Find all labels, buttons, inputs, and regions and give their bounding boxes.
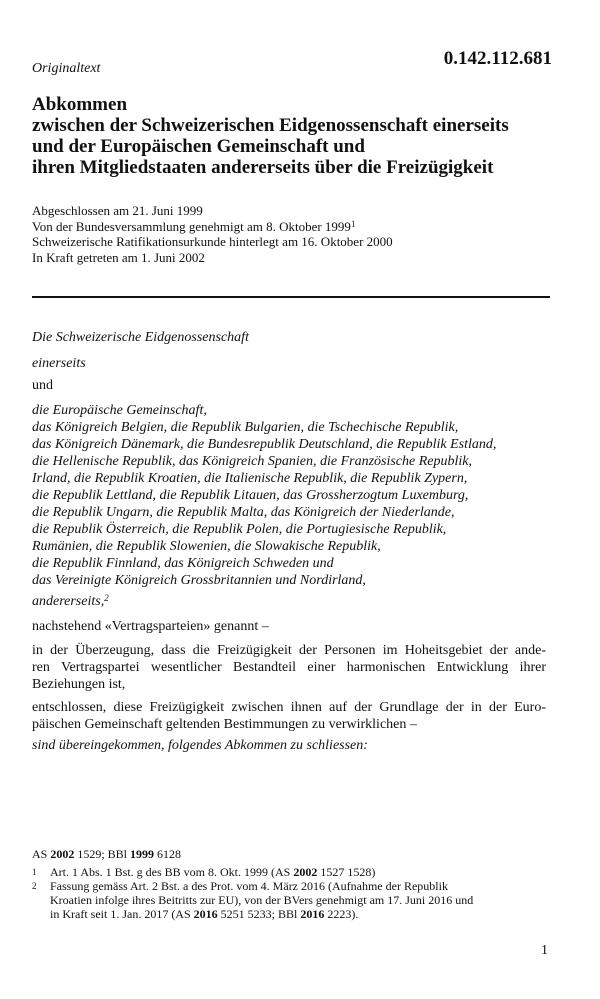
footnote-number: 2 (32, 881, 37, 891)
ratified-date: Schweizerische Ratifikationsurkunde hinterlegt am 16. Oktober 2000 (32, 234, 393, 249)
footnote-1: 1 Art. 1 Abs. 1 Bst. g des BB vom 8. Okt. 1999 (AS 2002 1527 1528) (32, 865, 376, 879)
party-eu-list (32, 402, 496, 589)
sr-number: 0.142.112.681 (443, 48, 552, 69)
footnote-number: 1 (32, 867, 37, 877)
party-line: die Europäische Gemeinschaft, (32, 403, 207, 418)
entschlossen-paragraph (32, 699, 546, 733)
party-line: die Republik Finnland, das Königreich Schweden und (32, 556, 334, 571)
party-swiss: Die Schweizerische Eidgenossenschaft (32, 330, 249, 345)
und: und (32, 378, 53, 393)
document-title (32, 94, 509, 178)
original-text-label: Originaltext (32, 61, 101, 76)
party-line: Irland, die Republik Kroatien, die Italienische Republik, die Republik Zypern, (32, 471, 468, 486)
title-line: Abkommen (32, 94, 128, 115)
party-line: das Königreich Belgien, die Republik Bulgarien, die Tschechische Republik, (32, 420, 459, 435)
paragraph-line: ren Vertragspartei wesentlicher Bestandteil einer harmonischen Entwicklung ihrer (32, 660, 546, 675)
ueberzeugung-paragraph (32, 642, 546, 693)
horizontal-rule (32, 296, 550, 298)
dates-block (32, 203, 393, 265)
title-line: zwischen der Schweizerischen Eidgenossenschaft einerseits (32, 115, 509, 136)
party-line: das Königreich Dänemark, die Bundesrepublik Deutschland, die Republik Estland, (32, 437, 497, 452)
paragraph-line: in der Überzeugung, dass die Freizügigkeit der Personen im Hoheitsgebiet der ande- (32, 643, 546, 658)
andererseits: andererseits,$^2$ (32, 593, 109, 609)
paragraph-line: entschlossen, diese Freizügigkeit zwischen ihnen auf der Grundlage der in der Euro- (32, 700, 546, 715)
party-line: Rumänien, die Republik Slowenien, die Slowakische Republik, (32, 539, 381, 554)
footnote-ref[interactable]: 2 (104, 593, 109, 603)
party-line: die Hellenische Republik, das Königreich Spanien, die Französische Republik, (32, 454, 472, 469)
vertragsparteien-line: nachstehend «Vertragsparteien» genannt – (32, 619, 269, 634)
approved-date: Von der Bundesversammlung genehmigt am 8. Oktober 1999$^1$ (32, 218, 356, 234)
einerseits: einerseits (32, 356, 86, 371)
in-force-date: In Kraft getreten am 1. Juni 2002 (32, 249, 205, 265)
paragraph-line: päischen Gemeinschaft geltenden Bestimmungen zu verwirklichen – (32, 717, 417, 732)
paragraph-line: Beziehungen ist, (32, 677, 126, 692)
footnote-ref[interactable]: 1 (350, 218, 356, 229)
party-line: die Republik Lettland, die Republik Litauen, das Grossherzogtum Luxemburg, (32, 488, 469, 503)
footnotes (32, 847, 552, 921)
party-line: die Republik Ungarn, die Republik Malta, das Königreich der Niederlande, (32, 505, 455, 520)
closing-line: sind übereingekommen, folgendes Abkommen zu schliessen: (32, 738, 368, 753)
party-line: die Republik Österreich, die Republik Polen, die Portugiesische Republik, (32, 522, 447, 537)
as-reference: AS 2002 1529; BBl 1999 6128 (32, 847, 182, 861)
party-line: das Vereinigte Königreich Grossbritannien und Nordirland, (32, 573, 366, 588)
concluded-date: Abgeschlossen am 21. Juni 1999 (32, 203, 203, 218)
title-line: und der Europäischen Gemeinschaft und (32, 136, 365, 157)
title-line: ihren Mitgliedstaaten andererseits über die Freizügigkeit (32, 157, 494, 178)
footnote-2: 2 Fassung gemäss Art. 2 Bst. a des Prot. vom 4. März 2016 (Aufnahme der Republik Kroatien infolge ihres Beitritts zur EU), von der BVers genehmigt am 17. Juni 2016 und in Kraft seit 1. Jan. 2017 (AS 2016 5251 5233; BBl 2016 2223). (32, 879, 474, 921)
page-number: 1 (541, 943, 548, 958)
